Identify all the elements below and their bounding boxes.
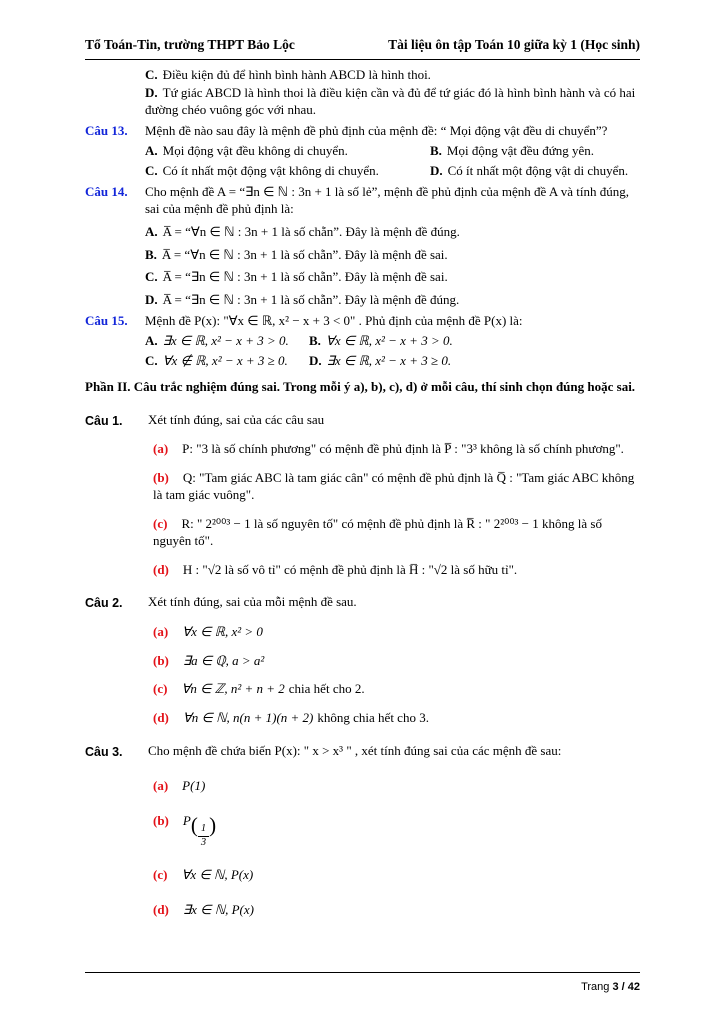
option-label: C. — [145, 353, 158, 369]
item-c — [153, 516, 640, 550]
option-label: C. — [145, 66, 158, 82]
header-school: Tổ Toán-Tin, trường THPT Bảo Lộc — [85, 37, 295, 52]
part2-question-1 — [85, 412, 640, 579]
fraction-denominator: 3 — [198, 836, 209, 850]
answer-option — [145, 292, 640, 309]
question-head — [85, 743, 640, 760]
item-label: (c) — [153, 867, 168, 883]
item-b — [153, 653, 640, 670]
option-label: B. — [145, 246, 157, 262]
item-a — [153, 441, 640, 458]
item-label: (d) — [153, 902, 169, 918]
question-items — [85, 624, 640, 728]
option-text: A̅ = “∃n ∈ ℕ : 3n + 1 là số chẵn”. Đây là mệnh đề sai. — [162, 269, 448, 285]
option-text: ∃x ∈ ℝ, x² − x + 3 ≥ 0. — [326, 353, 452, 369]
answer-option — [145, 247, 640, 264]
option-text: Điều kiện đủ để hình bình hành ABCD là hình thoi. — [162, 66, 431, 82]
function-name: P — [182, 813, 191, 829]
question-15 — [85, 313, 640, 370]
item-label: (b) — [153, 652, 169, 668]
option-text: Có ít nhất một động vật di chuyển. — [447, 163, 629, 178]
option-text: Mọi động vật đều đứng yên. — [446, 143, 595, 159]
option-label: C. — [145, 163, 158, 178]
option-label: A. — [145, 333, 158, 349]
item-math: ∀x ∈ ℝ, x² > 0 — [182, 623, 263, 639]
answer-option — [309, 353, 451, 370]
item-text: Q: "Tam giác ABC là tam giác cân" có mệnh đề phủ định là Q̅ : "Tam giác ABC không là tam giác vuông". — [153, 469, 635, 502]
answer-option — [145, 269, 640, 286]
page-number — [85, 980, 640, 994]
item-b — [153, 813, 640, 849]
question-head — [85, 412, 640, 429]
answer-option — [430, 163, 628, 180]
item-d — [153, 562, 640, 579]
item-a — [153, 778, 640, 795]
answer-option — [309, 333, 453, 350]
page-number-value: 3 / 42 — [612, 980, 640, 993]
fraction — [198, 823, 209, 849]
answer-option — [85, 85, 640, 119]
question-items — [85, 441, 640, 578]
option-text: A̅ = “∀n ∈ ℕ : 3n + 1 là số chẵn”. Đây là mệnh đề đúng. — [162, 223, 460, 239]
option-label: B. — [309, 333, 321, 349]
item-d — [153, 902, 640, 919]
item-math: ∃x ∈ ℕ, P(x) — [182, 902, 254, 918]
question-items — [85, 778, 640, 919]
answer-option — [145, 163, 430, 180]
option-label: C. — [145, 269, 158, 285]
item-math: ∃a ∈ ℚ, a > a² — [182, 652, 265, 668]
page-footer — [85, 972, 640, 994]
page-content — [85, 67, 640, 920]
option-text: ∃x ∈ ℝ, x² − x + 3 > 0. — [162, 333, 289, 349]
option-text: Mọi động vật đều không di chuyển. — [162, 143, 348, 159]
part2-question-3 — [85, 743, 640, 919]
question-label: Câu 14. — [85, 183, 128, 199]
question-label: Câu 13. — [85, 123, 128, 139]
item-label: (a) — [153, 441, 169, 457]
question-text: Mệnh đề nào sau đây là mệnh đề phủ định của mệnh đề: “ Mọi động vật đều di chuyển”? — [145, 123, 608, 139]
item-text: R: " 2²⁰⁰³ − 1 là số nguyên tố" có mệnh đề phủ định là R̅ : " 2²⁰⁰³ − 1 không là số nguyên tố". — [153, 515, 602, 548]
question-label: Câu 15. — [85, 313, 128, 329]
item-label: (c) — [153, 515, 168, 531]
item-tail: chia hết cho 2. — [288, 681, 365, 697]
item-label: (d) — [153, 710, 169, 726]
open-paren: ( — [190, 812, 198, 837]
question-text: Mệnh đề P(x): "∀x ∈ ℝ, x² − x + 3 < 0" . Phủ định của mệnh đề P(x) là: — [145, 313, 523, 329]
item-b — [153, 470, 640, 504]
header-doc-title: Tài liệu ôn tập Toán 10 giữa kỳ 1 (Học sinh) — [388, 37, 640, 52]
option-label: D. — [309, 353, 322, 369]
answer-option — [145, 143, 430, 160]
question-body — [145, 123, 640, 180]
question-text: Cho mệnh đề chứa biến P(x): " x > x³ " , xét tính đúng sai của các mệnh đề sau: — [148, 743, 562, 759]
options-row — [145, 143, 640, 160]
option-text: Có ít nhất một động vật không di chuyển. — [162, 163, 379, 178]
option-label: D. — [145, 85, 158, 101]
options-row — [145, 353, 640, 370]
close-paren: ) — [209, 812, 217, 837]
option-text: ∀x ∉ ℝ, x² − x + 3 ≥ 0. — [162, 353, 288, 369]
item-label: (a) — [153, 778, 169, 794]
fraction-numerator: 1 — [200, 823, 207, 835]
answer-option — [85, 67, 640, 84]
item-c — [153, 867, 640, 884]
item-text: P: "3 là số chính phương" có mệnh đề phủ định là P̅ : "3³ không là số chính phương". — [182, 441, 624, 457]
page-number-label: Trang — [581, 980, 610, 993]
answer-option — [145, 224, 640, 241]
item-math: ∀x ∈ ℕ, P(x) — [181, 867, 254, 883]
question-text: Xét tính đúng, sai của mỗi mệnh đề sau. — [148, 594, 357, 610]
question-14 — [85, 184, 640, 309]
question-label: Câu 2. — [85, 596, 123, 611]
option-text: A̅ = “∃n ∈ ℕ : 3n + 1 là số chẵn”. Đây là mệnh đề đúng. — [162, 292, 460, 308]
question-label: Câu 3. — [85, 745, 123, 760]
item-label: (b) — [153, 469, 169, 485]
question-13 — [85, 123, 640, 180]
answer-option — [145, 353, 309, 370]
option-label: D. — [430, 163, 443, 178]
part2-heading-title: Phần II. Câu trắc nghiệm đúng sai. — [85, 378, 281, 394]
item-math: ∀n ∈ ℕ, n(n + 1)(n + 2) — [182, 710, 314, 726]
item-label: (d) — [153, 561, 169, 577]
option-text: ∀x ∈ ℝ, x² − x + 3 > 0. — [325, 333, 453, 349]
question-text: Cho mệnh đề A = “∃n ∈ ℕ : 3n + 1 là số lẻ”, mệnh đề phủ định của mệnh đề A và tính đúng, sai của mệnh đề phủ định là: — [145, 183, 630, 216]
option-label: A. — [145, 223, 158, 239]
part2-heading — [85, 379, 640, 396]
item-text: H : "√2 là số vô tỉ" có mệnh đề phủ định là H̅ : "√2 là số hữu tỉ". — [182, 561, 518, 577]
question-head — [85, 594, 640, 611]
question-text: Xét tính đúng, sai của các câu sau — [148, 411, 325, 427]
option-label: A. — [145, 143, 158, 159]
option-text: Tứ giác ABCD là hình thoi là điều kiện cần và đủ để tứ giác đó là hình bình hành và có hai đường chéo vuông góc với nhau. — [145, 85, 636, 118]
item-label: (c) — [153, 681, 168, 697]
question-label: Câu 1. — [85, 413, 123, 428]
option-label: B. — [430, 143, 442, 159]
item-c — [153, 681, 640, 698]
option-text: A̅ = “∀n ∈ ℕ : 3n + 1 là số chẵn”. Đây là mệnh đề sai. — [161, 246, 448, 262]
page-header — [85, 30, 640, 60]
footer-rule — [85, 972, 640, 973]
part2-question-2 — [85, 594, 640, 727]
question-body — [145, 184, 640, 309]
options-row — [145, 333, 640, 350]
options-row — [145, 163, 640, 180]
answer-option — [430, 143, 594, 160]
part2-heading-instructions: Trong mỗi ý a), b), c), d) ở mỗi câu, thí sinh chọn đúng hoặc sai. — [283, 378, 636, 394]
answer-option — [145, 333, 309, 350]
item-a — [153, 624, 640, 641]
option-label: D. — [145, 292, 158, 308]
item-label: (b) — [153, 813, 169, 829]
item-math: P(1) — [182, 778, 206, 794]
item-d — [153, 710, 640, 727]
item-math: ∀n ∈ ℤ, n² + n + 2 — [181, 681, 285, 697]
question-body — [145, 313, 640, 370]
item-tail: không chia hết cho 3. — [317, 710, 429, 726]
item-label: (a) — [153, 623, 169, 639]
